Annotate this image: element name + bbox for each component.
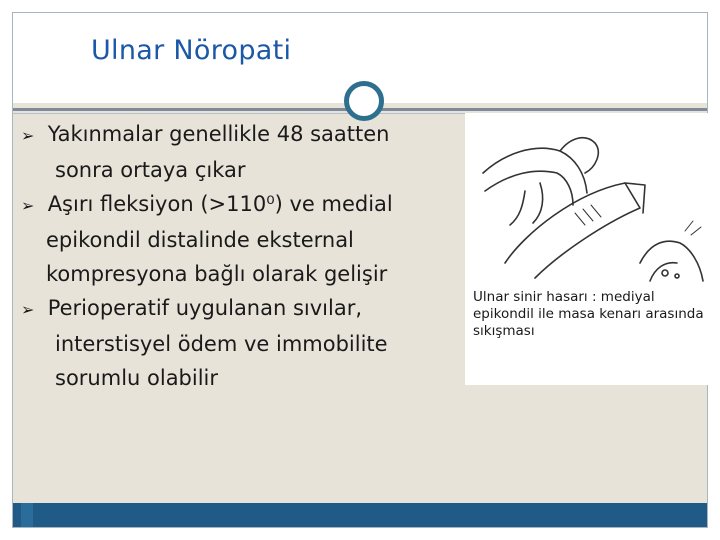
bullet-text: interstisyel ödem ve immobilite [55, 332, 388, 356]
footer-bar [13, 503, 707, 527]
bullet-text: epikondil distalinde eksternal [46, 228, 354, 252]
bullet-item [21, 117, 471, 187]
arrow-bullet-icon: ➢ [21, 126, 35, 145]
bullet-text: Perioperatif uygulanan sıvılar, [47, 296, 363, 320]
bullet-item [21, 187, 471, 291]
bullet-list [21, 117, 471, 395]
bullet-text: Yakınmalar genellikle 48 saatten [47, 122, 390, 146]
figure-caption: Ulnar sinir hasarı : mediyal epikondil ile masa kenarı arasında sıkışması [473, 289, 704, 339]
arm-on-table-illustration-icon [465, 113, 708, 283]
slide-title: Ulnar Nöropati [91, 35, 292, 66]
arrow-bullet-icon: ➢ [21, 300, 35, 319]
circle-ornament-icon [344, 81, 384, 121]
bullet-item [21, 291, 471, 395]
arrow-bullet-icon: ➢ [21, 196, 35, 215]
footer-accent [21, 503, 33, 527]
slide [12, 12, 708, 528]
bullet-text: Aşırı fleksiyon (>110⁰) ve medial [47, 192, 393, 216]
illustration-panel [465, 113, 708, 385]
bullet-text: kompresyona bağlı olarak gelişir [46, 262, 388, 286]
bullet-text: sorumlu olabilir [55, 366, 219, 390]
bullet-text: sonra ortaya çıkar [55, 158, 246, 182]
